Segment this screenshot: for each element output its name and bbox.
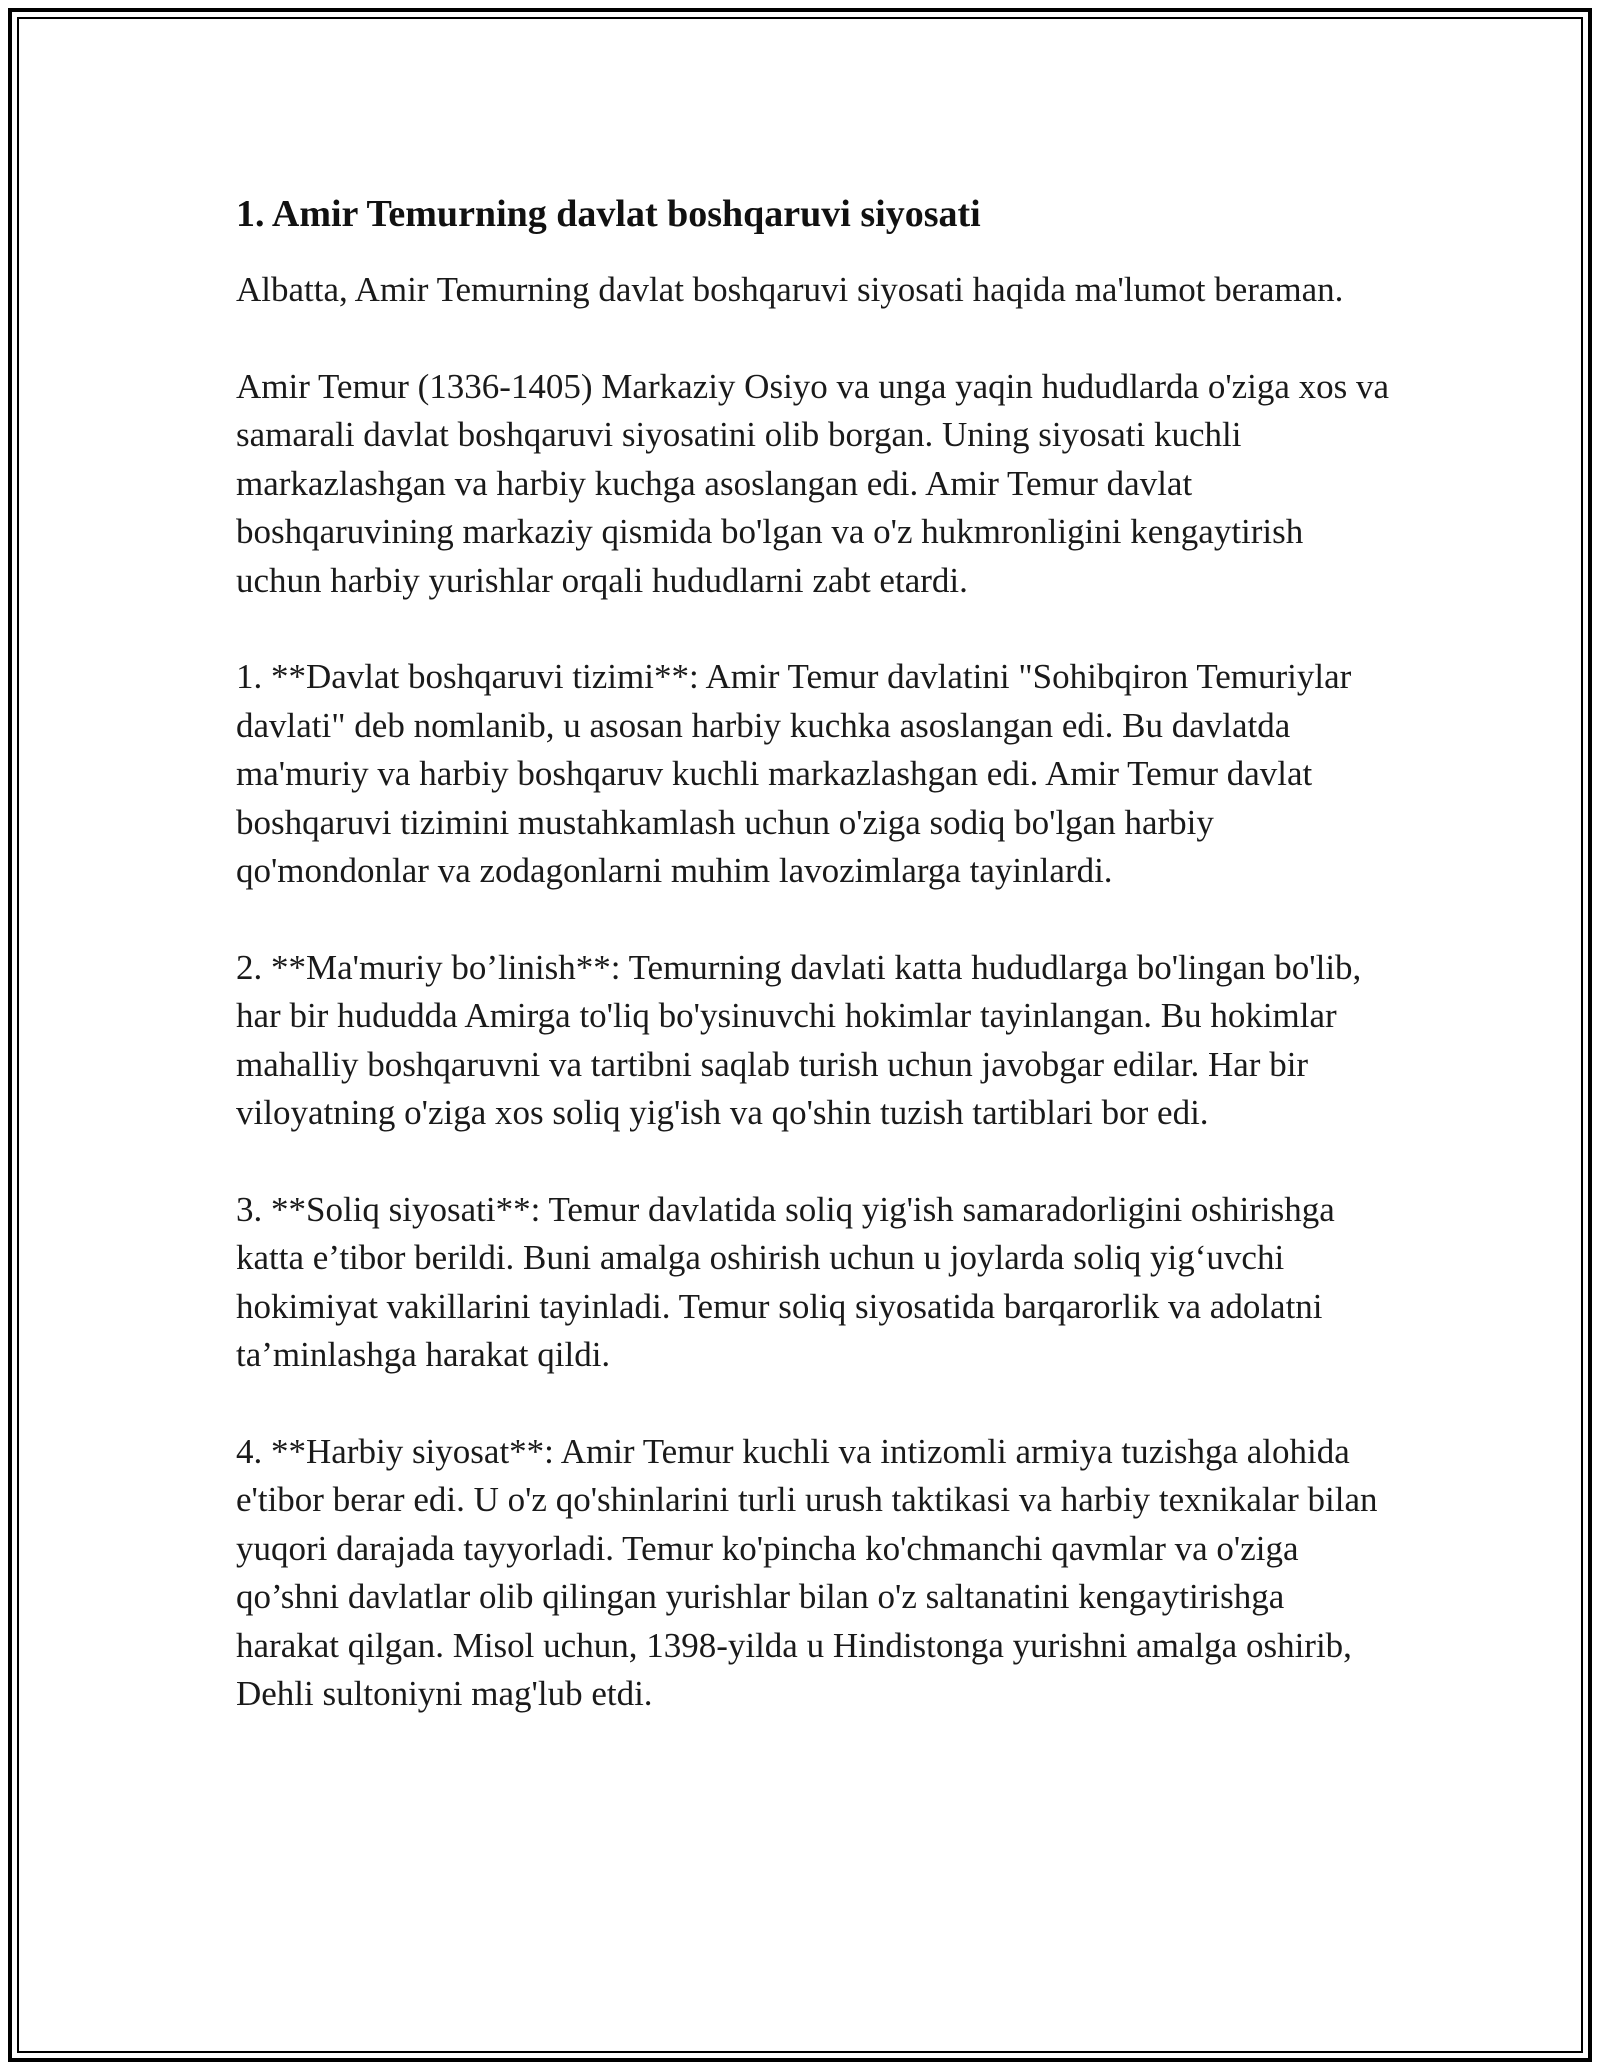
list-item-military-policy: 4. **Harbiy siyosat**: Amir Temur kuchli va intizomli armiya tuzishga alohida e'tibor berar edi. U o'z qo'shinlarini turli urush taktikasi va harbiy texnikalar bilan yuqori darajada tayyorladi. Temur ko'pincha ko'chmanchi qavmlar va o'ziga qo’shni davlatlar olib qilingan yurishlar bilan o'z saltanatini kengaytirishga harakat qilgan. Misol uchun, 1398-yilda u Hindistonga yurishni amalga oshirib, Dehli sultoniyni mag'lub etdi. xyxy=(236,1431,1378,1713)
overview-paragraph: Amir Temur (1336-1405) Markaziy Osiyo va unga yaqin hududlarda o'ziga xos va samarali davlat boshqaruvi siyosatini olib borgan. Uning siyosati kuchli markazlashgan va harbiy kuchga asoslangan edi. Amir Temur davlat boshqaruvining markaziy qismida bo'lgan va o'z hukmronligini kengaytirish uchun harbiy yurishlar orqali hududlarni zabt etardi. xyxy=(236,366,1390,600)
list-item-governance-system: 1. **Davlat boshqaruvi tizimi**: Amir Temur davlatini "Sohibqiron Temuriylar davlati" deb nomlanib, u asosan harbiy kuchka asoslangan edi. Bu davlatda ma'muriy va harbiy boshqaruv kuchli markazlashgan edi. Amir Temur davlat boshqaruvi tizimini mustahkamlash uchun o'ziga sodiq bo'lgan harbiy qo'mondonlar va zodagonlarni muhim lavozimlarga tayinlardi. xyxy=(236,657,1352,890)
document-body xyxy=(236,186,1396,1767)
section-heading: 1. Amir Temurning davlat boshqaruvi siyosati xyxy=(236,193,981,235)
list-item-tax-policy: 3. **Soliq siyosati**: Temur davlatida soliq yig'ish samaradorligini oshirishga katta e’tibor berildi. Buni amalga oshirish uchun u joylarda soliq yig‘uvchi hokimiyat vakillarini tayinladi. Temur soliq siyosatida barqarorlik va adolatni ta’minlashga harakat qildi. xyxy=(236,1189,1335,1374)
list-item-administrative-division: 2. **Ma'muriy bo’linish**: Temurning davlati katta hududlarga bo'lingan bo'lib, har bir hududda Amirga to'liq bo'ysinuvchi hokimlar tayinlangan. Bu hokimlar mahalliy boshqaruvni va tartibni saqlab turish uchun javobgar edilar. Har bir viloyatning o'ziga xos soliq yig'ish va qo'shin tuzish tartiblari bor edi. xyxy=(236,947,1362,1132)
intro-paragraph: Albatta, Amir Temurning davlat boshqaruvi siyosati haqida ma'lumot beraman. xyxy=(236,270,1344,309)
